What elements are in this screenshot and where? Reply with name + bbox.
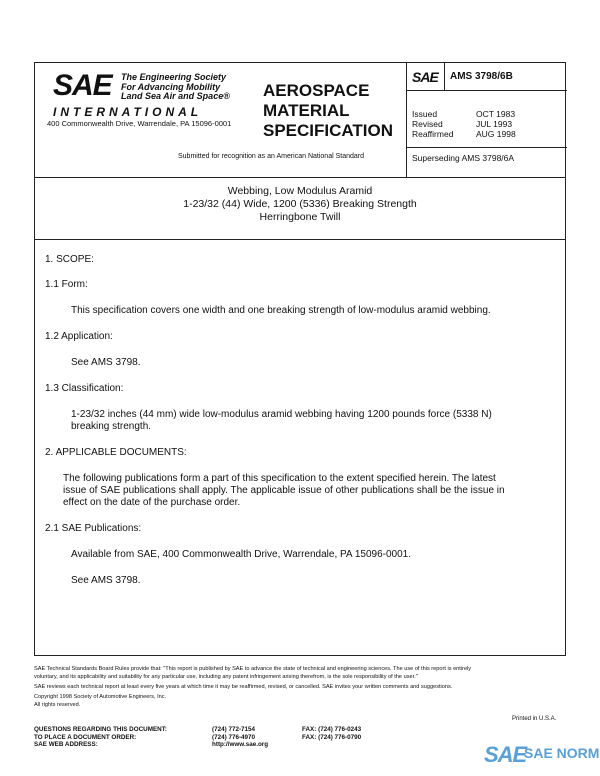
sae-norm-logo: SAE bbox=[484, 742, 527, 767]
doc-number-box bbox=[406, 63, 567, 91]
sae-small-logo: SAE bbox=[412, 69, 438, 85]
reaffirmed-date: AUG 1998 bbox=[476, 129, 516, 139]
paragraph: This specification covers one width and one breaking strength of low-modulus aramid webbing. bbox=[71, 305, 491, 316]
superseding-divider bbox=[406, 147, 567, 148]
sae-web-link[interactable]: http://www.sae.org bbox=[212, 741, 269, 748]
paragraph: effect on the date of the purchase order. bbox=[63, 497, 241, 508]
superseding-note: Superseding AMS 3798/6A bbox=[412, 153, 515, 163]
subsection-heading: 2.1 SAE Publications: bbox=[45, 523, 142, 534]
spec-type-title: AEROSPACE MATERIAL SPECIFICATION bbox=[263, 81, 394, 140]
issued-date: OCT 1983 bbox=[476, 109, 516, 119]
printed-note: Printed in U.S.A. bbox=[512, 716, 557, 722]
paragraph: See AMS 3798. bbox=[71, 575, 141, 586]
submitted-note: Submitted for recognition as an American National Standard bbox=[178, 153, 364, 160]
subsection-heading: 1.1 Form: bbox=[45, 279, 88, 290]
paragraph: 1-23/32 inches (44 mm) wide low-modulus aramid webbing having 1200 pounds force (5338 N) bbox=[71, 409, 492, 420]
sae-norm-text: SAE NORM bbox=[524, 745, 600, 761]
paragraph: issue of SAE publications shall apply. The applicable issue of other publications shall be the issue in bbox=[63, 485, 505, 496]
international-label: INTERNATIONAL bbox=[53, 105, 203, 119]
document-title: Webbing, Low Modulus Aramid 1-23/32 (44) Wide, 1200 (5336) Breaking Strength Herringbone Twill bbox=[183, 185, 417, 223]
sae-logo bbox=[53, 71, 263, 121]
sae-address: 400 Commonwealth Drive, Warrendale, PA 15096-0001 bbox=[47, 119, 232, 128]
subsection-heading: 1.3 Classification: bbox=[45, 383, 124, 394]
doc-number-divider bbox=[444, 63, 445, 91]
header bbox=[35, 63, 565, 178]
footer: SAE Technical Standards Board Rules provide that: "This report is published by SAE to advance the state of technical and engineering sciences. The use of this report is entirely voluntary, and its applicability and suitability for any particular use, including any patent infringement arising therefrom, is the sole responsibility of the user." SAE reviews each technical report at least every five years at which time it may be reaffirmed, revised, or cancelled. SAE invites your written comments and suggestions. Copyright 1998 Society of Automotive Engineers, Inc. All rights reserved. bbox=[34, 666, 472, 708]
society-tagline: The Engineering Society For Advancing Mobility Land Sea Air and Space® bbox=[121, 72, 230, 101]
paragraph: See AMS 3798. bbox=[71, 357, 141, 368]
date-block: Issued OCT 1983 Revised JUL 1993 Reaffirmed AUG 1998 bbox=[412, 109, 516, 139]
contact-faxes: FAX: (724) 776-0243 FAX: (724) 776-0790 bbox=[302, 726, 362, 741]
title-divider bbox=[35, 239, 565, 240]
paragraph: Available from SAE, 400 Commonwealth Drive, Warrendale, PA 15096-0001. bbox=[71, 549, 411, 560]
doc-number: AMS 3798/6B bbox=[450, 71, 513, 82]
paragraph: The following publications form a part of this specification to the extent specified herein. The latest bbox=[63, 473, 496, 484]
contact-labels: QUESTIONS REGARDING THIS DOCUMENT: TO PLACE A DOCUMENT ORDER: SAE WEB ADDRESS: bbox=[34, 726, 167, 748]
revised-date: JUL 1993 bbox=[476, 119, 513, 129]
document-frame bbox=[34, 62, 566, 656]
section-heading: 1. SCOPE: bbox=[45, 254, 94, 265]
sae-logo-text: SAE bbox=[53, 69, 112, 102]
contact-phones: (724) 772-7154 (724) 776-4970 http://www.sae.org bbox=[212, 726, 269, 748]
section-heading: 2. APPLICABLE DOCUMENTS: bbox=[45, 447, 187, 458]
paragraph: breaking strength. bbox=[71, 421, 152, 432]
subsection-heading: 1.2 Application: bbox=[45, 331, 113, 342]
